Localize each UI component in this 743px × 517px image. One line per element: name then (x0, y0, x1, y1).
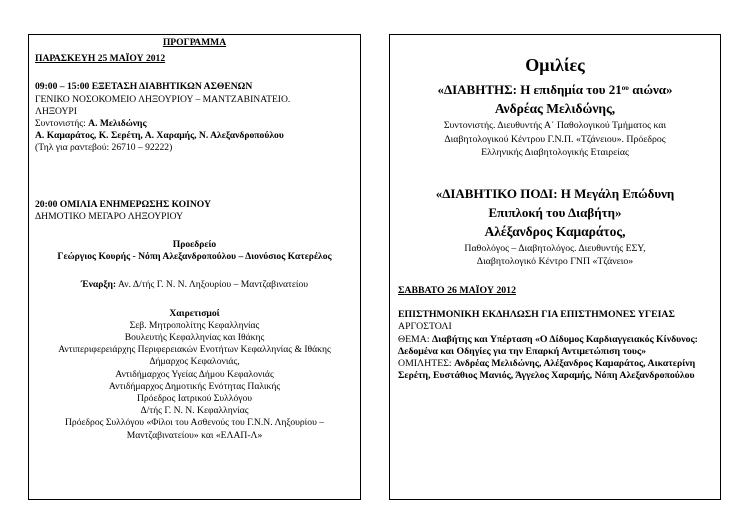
greeting-2: Βουλευτής Κεφαλληνίας και Ιθάκης (124, 332, 265, 344)
event2-venue: ΔΗΜΟΤΙΚΟ ΜΕΓΑΡΟ ΛΗΞΟΥΡΙΟΥ (35, 210, 184, 222)
topic-label: ΘΕΜΑ: (398, 333, 433, 345)
speaker2-name: Αλέξανδρος Καμαράτος, (484, 223, 626, 239)
greeting-1: Σεβ. Μητροπολίτης Κεφαλληνίας (129, 319, 260, 331)
speaker1-bio-1: Συντονιστής. Διευθυντής Α΄ Παθολογικού Τμήματος και (443, 120, 667, 131)
greeting-8: Δ/τής Γ. Ν. Ν. Κεφαλληνίας (140, 405, 249, 417)
program-panel (28, 34, 361, 500)
talk1-title (398, 82, 712, 98)
event1-venue-line2: ΛΗΞΟΥΡΙ (35, 105, 77, 117)
event1-team: Α. Καμαράτος, Κ. Σερέτη, Α. Χαραμής, Ν. Αλεξανδροπούλου (35, 130, 284, 142)
day2-heading: ΣΑΒΒΑΤΟ 26 ΜΑΪΟΥ 2012 (398, 284, 516, 296)
event3-speakers (398, 358, 712, 382)
speaker1-bio-3: Ελληνικής Διαβητολογικής Εταιρείας (481, 147, 629, 159)
greeting-4: Δήμαρχος Κεφαλονιάς, (149, 356, 240, 368)
event1-venue-line1: ΓΕΝΙΚΟ ΝΟΣΟΚΟΜΕΙΟ ΛΗΞΟΥΡΙΟΥ – ΜΑΝΤΖΑΒΙΝΑΤΕΙΟ. (35, 93, 291, 105)
event3-topic (398, 334, 712, 358)
coordinator-name: Α. Μελιδώνης (88, 118, 147, 130)
presidium-heading: Προεδρείο (172, 239, 217, 251)
opening-text: Αν. Δ/τής Γ. Ν. Ν. Ληξουρίου – Μαντζαβινατείου (116, 279, 309, 291)
greeting-9: Πρόεδρος Συλλόγου «Φίλοι του Ασθενούς του Γ.Ν.Ν. Ληξουρίου – (64, 417, 325, 429)
opening-line (35, 279, 354, 291)
program-heading: ΠΡΟΓΡΑΜΜΑ (162, 37, 227, 48)
talks-title: Ομιλίες (525, 55, 585, 75)
talk2-title-line1: «ΔΙΑΒΗΤΙΚΟ ΠΟΔΙ: Η Μεγάλη Επώδυνη (435, 185, 675, 201)
greetings-heading: Χαιρετισμοί (169, 307, 220, 319)
talk1-title-end: αιώνα» (628, 82, 673, 97)
greeting-6: Αντιδήμαρχος Δημοτικής Ενότητας Παλικής (108, 380, 281, 392)
talk1-title-sup: ου (621, 84, 629, 92)
speaker2-bio-2: Διαβητολογικό Κέντρο ΓΝΠ «Τζάνειο» (476, 256, 634, 268)
coordinator-label: Συντονιστής: (35, 118, 89, 130)
speaker1-bio-2: Διαβητολογικού Κέντρου Γ.Ν.Π. «Τζάνειου». Πρόεδρος (444, 133, 666, 145)
talk2-title-line2: Επιπλοκή του Διαβήτη» (488, 204, 622, 220)
speakers-text: Ανδρέας Μελιδώνης, Αλέξανδρος Καμαράτος, Αικατερίνη Σερέτη, Ευστάθιος Μανιός, Άγγελος Χαραμής, Νόπη Αλεξανδροπούλου (398, 357, 696, 382)
event3-city: ΑΡΓΟΣΤΟΛΙ (398, 321, 452, 333)
event2-title: 20:00 ΟΜΙΛΙΑ ΕΝΗΜΕΡΩΣΗΣ ΚΟΙΝΟΥ (35, 198, 211, 210)
event1-title: 09:00 – 15:00 ΕΞΕΤΑΣΗ ΔΙΑΒΗΤΙΚΩΝ ΑΣΘΕΝΩΝ (35, 81, 253, 93)
greeting-5: Αντιδήμαρχος Υγείας Δήμου Κεφαλονιάς (115, 368, 274, 380)
opening-label: Έναρξη: (80, 279, 117, 291)
speakers-label: ΟΜΙΛΗΤΕΣ: (398, 357, 455, 369)
event1-coordinator (35, 118, 354, 130)
greeting-10: Μαντζαβινατείου» και «ΕΛΑΠ-Λ» (126, 429, 263, 441)
talks-panel (389, 34, 721, 500)
greeting-3: Αντιπεριφερειάρχης Περιφερειακών Ενοτήτων Κεφαλληνίας & Ιθάκης (58, 344, 331, 356)
presidium-names: Γεώργιος Κουρής - Νόπη Αλεξανδροπούλου – Διονύσιος Κατερέλος (57, 251, 332, 263)
greeting-7: Πρόεδρος Ιατρικού Συλλόγου (136, 393, 253, 405)
speaker1-name: Ανδρέας Μελιδώνης, (494, 101, 616, 116)
topic-text: Διαβήτης και Υπέρταση «Ο Δίδυμος Καρδιαγγειακός Κίνδυνος: Δεδομένα και Οδηγίες για την Επαρκή Αντιμετώπιση τους» (398, 333, 698, 357)
talk1-title-main: «ΔΙΑΒΗΤΗΣ: Η επιδημία του 21 (437, 82, 622, 97)
speaker2-bio-1: Παθολόγος – Διαβητολόγος. Διευθυντής ΕΣΥ, (464, 242, 646, 254)
day1-heading: ΠΑΡΑΣΚΕΥΗ 25 ΜΑΪΟΥ 2012 (35, 53, 166, 65)
event3-title: ΕΠΙΣΤΗΜΟΝΙΚΗ ΕΚΔΗΛΩΣΗ ΓΙΑ ΕΠΙΣΤΗΜΟΝΕΣ ΥΓΕΙΑΣ (398, 309, 675, 321)
event1-phone: (Τηλ για ραντεβού: 26710 – 92222) (35, 142, 173, 154)
